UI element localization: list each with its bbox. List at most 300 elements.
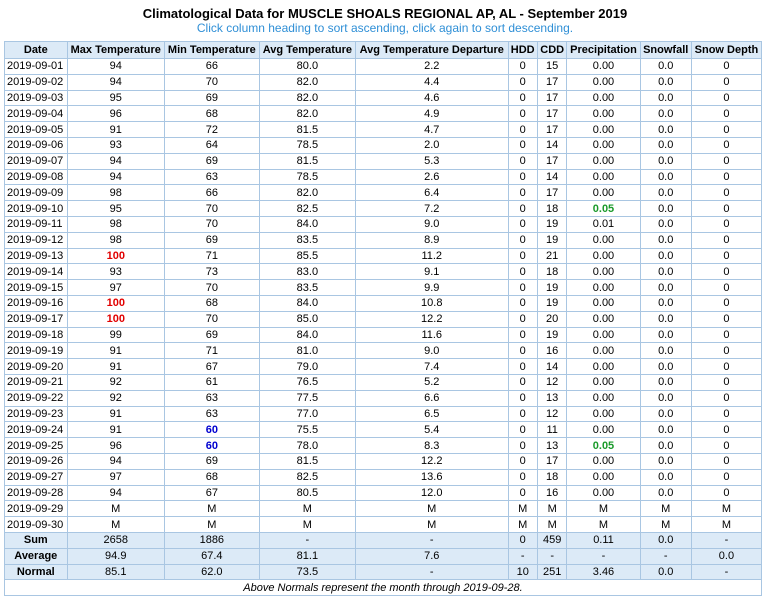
column-header-snowfall[interactable]: Snowfall [640, 42, 691, 59]
cell-hdd: 0 [508, 59, 537, 75]
cell-date: 2019-09-20 [5, 359, 68, 375]
cell-avg-temperature: 80.0 [259, 59, 355, 75]
cell-snow-depth: 0 [691, 295, 761, 311]
cell-min-temperature: 70 [164, 216, 259, 232]
cell-hdd: 0 [508, 74, 537, 90]
cell-min-temperature: 64 [164, 137, 259, 153]
cell-date: 2019-09-04 [5, 106, 68, 122]
cell-snow-depth: 0 [691, 485, 761, 501]
table-row [5, 343, 762, 359]
cell-snowfall: 0.0 [640, 59, 691, 75]
cell-snow-depth: 0 [691, 343, 761, 359]
cell-cdd: 18 [537, 264, 566, 280]
cell-avg-temperature-departure: 4.9 [356, 106, 508, 122]
cell-precipitation: 0.00 [567, 295, 640, 311]
cell-snowfall: 0.0 [640, 453, 691, 469]
cell-min-temperature: 73 [164, 264, 259, 280]
cell-snowfall: 0.0 [640, 122, 691, 138]
cell-precipitation: 0.00 [567, 327, 640, 343]
cell-precipitation: 0.00 [567, 137, 640, 153]
cell-min-temperature: M [164, 517, 259, 533]
cell-cdd: 12 [537, 374, 566, 390]
cell-hdd: 0 [508, 327, 537, 343]
cell-cdd: 21 [537, 248, 566, 264]
cell-hdd: 0 [508, 406, 537, 422]
cell-snow-depth: 0 [691, 74, 761, 90]
cell-snow-depth: 0 [691, 153, 761, 169]
summary-cell-hdd: 0 [508, 532, 537, 548]
cell-date: 2019-09-25 [5, 438, 68, 454]
summary-cell-cdd: - [537, 548, 566, 564]
cell-cdd: 14 [537, 137, 566, 153]
cell-snowfall: 0.0 [640, 169, 691, 185]
cell-max-temperature: 94 [67, 59, 164, 75]
table-row [5, 374, 762, 390]
table-row [5, 185, 762, 201]
cell-snowfall: 0.0 [640, 201, 691, 217]
cell-avg-temperature: 85.0 [259, 311, 355, 327]
cell-min-temperature: 69 [164, 453, 259, 469]
cell-snow-depth: 0 [691, 185, 761, 201]
cell-avg-temperature: 82.5 [259, 469, 355, 485]
summary-cell-min-temperature: 62.0 [164, 564, 259, 580]
cell-precipitation: 0.00 [567, 74, 640, 90]
cell-avg-temperature-departure: 6.5 [356, 406, 508, 422]
table-row [5, 122, 762, 138]
summary-cell-snow-depth: - [691, 564, 761, 580]
cell-precipitation: 0.00 [567, 122, 640, 138]
cell-cdd: 18 [537, 469, 566, 485]
column-header-precipitation[interactable]: Precipitation [567, 42, 640, 59]
table-row [5, 453, 762, 469]
cell-snowfall: 0.0 [640, 374, 691, 390]
column-header-avg-temperature-departure[interactable]: Avg Temperature Departure [356, 42, 508, 59]
cell-hdd: 0 [508, 122, 537, 138]
summary-cell-avg-temperature: 73.5 [259, 564, 355, 580]
cell-avg-temperature: 78.5 [259, 137, 355, 153]
cell-min-temperature: 63 [164, 169, 259, 185]
cell-avg-temperature-departure: 8.3 [356, 438, 508, 454]
cell-avg-temperature: 82.0 [259, 185, 355, 201]
table-row [5, 280, 762, 296]
summary-cell-precipitation: 3.46 [567, 564, 640, 580]
table-row [5, 232, 762, 248]
cell-precipitation: 0.00 [567, 390, 640, 406]
cell-avg-temperature-departure: 2.2 [356, 59, 508, 75]
summary-cell-snow-depth: 0.0 [691, 548, 761, 564]
cell-hdd: 0 [508, 106, 537, 122]
cell-avg-temperature-departure: 5.3 [356, 153, 508, 169]
cell-snow-depth: 0 [691, 90, 761, 106]
cell-avg-temperature-departure: M [356, 501, 508, 517]
cell-min-temperature: M [164, 501, 259, 517]
cell-avg-temperature-departure: 10.8 [356, 295, 508, 311]
cell-avg-temperature-departure: 6.6 [356, 390, 508, 406]
summary-label: Average [5, 548, 68, 564]
cell-date: 2019-09-24 [5, 422, 68, 438]
cell-snow-depth: 0 [691, 406, 761, 422]
cell-hdd: 0 [508, 216, 537, 232]
cell-date: 2019-09-10 [5, 201, 68, 217]
table-row [5, 90, 762, 106]
summary-cell-max-temperature: 2658 [67, 532, 164, 548]
cell-cdd: 13 [537, 438, 566, 454]
cell-precipitation: M [567, 501, 640, 517]
cell-precipitation: 0.00 [567, 485, 640, 501]
cell-avg-temperature: 77.5 [259, 390, 355, 406]
cell-snowfall: 0.0 [640, 137, 691, 153]
table-row [5, 248, 762, 264]
cell-date: 2019-09-02 [5, 74, 68, 90]
cell-max-temperature: 92 [67, 390, 164, 406]
cell-max-temperature: 93 [67, 264, 164, 280]
table-row [5, 517, 762, 533]
cell-min-temperature: 68 [164, 469, 259, 485]
table-row [5, 311, 762, 327]
cell-avg-temperature: 84.0 [259, 327, 355, 343]
cell-max-temperature: 94 [67, 153, 164, 169]
cell-snow-depth: 0 [691, 264, 761, 280]
cell-snowfall: 0.0 [640, 422, 691, 438]
table-body [5, 59, 762, 596]
cell-snow-depth: 0 [691, 453, 761, 469]
cell-snow-depth: 0 [691, 216, 761, 232]
cell-snowfall: 0.0 [640, 248, 691, 264]
cell-avg-temperature: 85.5 [259, 248, 355, 264]
summary-cell-max-temperature: 94.9 [67, 548, 164, 564]
summary-cell-min-temperature: 1886 [164, 532, 259, 548]
summary-cell-hdd: 10 [508, 564, 537, 580]
cell-cdd: 12 [537, 406, 566, 422]
cell-max-temperature: 95 [67, 201, 164, 217]
cell-avg-temperature: 83.5 [259, 280, 355, 296]
cell-snow-depth: 0 [691, 311, 761, 327]
cell-avg-temperature: 82.5 [259, 201, 355, 217]
cell-min-temperature: 69 [164, 232, 259, 248]
cell-avg-temperature-departure: 12.2 [356, 311, 508, 327]
table-row [5, 390, 762, 406]
cell-snow-depth: 0 [691, 422, 761, 438]
cell-min-temperature: 60 [164, 422, 259, 438]
summary-cell-precipitation: - [567, 548, 640, 564]
table-row [5, 59, 762, 75]
cell-date: 2019-09-22 [5, 390, 68, 406]
cell-avg-temperature: 81.5 [259, 153, 355, 169]
cell-snowfall: 0.0 [640, 185, 691, 201]
cell-max-temperature: 91 [67, 359, 164, 375]
cell-date: 2019-09-29 [5, 501, 68, 517]
cell-cdd: 14 [537, 169, 566, 185]
cell-precipitation: 0.00 [567, 453, 640, 469]
cell-precipitation: 0.00 [567, 280, 640, 296]
cell-max-temperature: 94 [67, 169, 164, 185]
column-header-avg-temperature[interactable]: Avg Temperature [259, 42, 355, 59]
cell-avg-temperature-departure: 4.6 [356, 90, 508, 106]
cell-min-temperature: 69 [164, 153, 259, 169]
cell-snow-depth: 0 [691, 327, 761, 343]
cell-snow-depth: 0 [691, 438, 761, 454]
cell-avg-temperature: 84.0 [259, 216, 355, 232]
cell-max-temperature: 93 [67, 137, 164, 153]
cell-cdd: 17 [537, 185, 566, 201]
cell-min-temperature: 70 [164, 74, 259, 90]
cell-hdd: 0 [508, 390, 537, 406]
cell-date: 2019-09-17 [5, 311, 68, 327]
table-row [5, 264, 762, 280]
summary-cell-avg-temperature-departure: - [356, 532, 508, 548]
cell-max-temperature: 91 [67, 343, 164, 359]
cell-date: 2019-09-18 [5, 327, 68, 343]
cell-hdd: M [508, 501, 537, 517]
table-row [5, 438, 762, 454]
column-header-date[interactable]: Date [5, 42, 68, 59]
cell-hdd: 0 [508, 359, 537, 375]
cell-cdd: 19 [537, 232, 566, 248]
table-row [5, 327, 762, 343]
cell-snowfall: 0.0 [640, 153, 691, 169]
cell-max-temperature: 97 [67, 280, 164, 296]
column-header-min-temperature[interactable]: Min Temperature [164, 42, 259, 59]
cell-avg-temperature-departure: 9.9 [356, 280, 508, 296]
table-row [5, 469, 762, 485]
cell-cdd: 17 [537, 106, 566, 122]
cell-avg-temperature-departure: 9.0 [356, 343, 508, 359]
cell-hdd: 0 [508, 374, 537, 390]
cell-min-temperature: 68 [164, 106, 259, 122]
cell-snow-depth: 0 [691, 248, 761, 264]
cell-precipitation: 0.00 [567, 153, 640, 169]
cell-date: 2019-09-09 [5, 185, 68, 201]
table-row [5, 485, 762, 501]
cell-avg-temperature-departure: 9.0 [356, 216, 508, 232]
cell-precipitation: M [567, 517, 640, 533]
cell-hdd: 0 [508, 185, 537, 201]
summary-cell-snow-depth: - [691, 532, 761, 548]
cell-snowfall: 0.0 [640, 343, 691, 359]
cell-avg-temperature: 82.0 [259, 74, 355, 90]
cell-cdd: 17 [537, 153, 566, 169]
cell-max-temperature: 91 [67, 122, 164, 138]
cell-avg-temperature: 79.0 [259, 359, 355, 375]
cell-snow-depth: 0 [691, 106, 761, 122]
cell-precipitation: 0.00 [567, 422, 640, 438]
cell-snowfall: 0.0 [640, 280, 691, 296]
cell-min-temperature: 70 [164, 201, 259, 217]
cell-avg-temperature-departure: 2.0 [356, 137, 508, 153]
cell-snowfall: 0.0 [640, 406, 691, 422]
cell-precipitation: 0.00 [567, 169, 640, 185]
cell-hdd: 0 [508, 422, 537, 438]
summary-cell-snowfall: 0.0 [640, 532, 691, 548]
cell-min-temperature: 68 [164, 295, 259, 311]
summary-label: Sum [5, 532, 68, 548]
cell-cdd: 19 [537, 280, 566, 296]
cell-snow-depth: 0 [691, 122, 761, 138]
cell-hdd: 0 [508, 248, 537, 264]
cell-snow-depth: 0 [691, 469, 761, 485]
cell-avg-temperature-departure: M [356, 517, 508, 533]
cell-cdd: 16 [537, 343, 566, 359]
cell-hdd: 0 [508, 469, 537, 485]
cell-max-temperature: 94 [67, 453, 164, 469]
cell-max-temperature: M [67, 501, 164, 517]
cell-cdd: 17 [537, 122, 566, 138]
cell-snowfall: 0.0 [640, 90, 691, 106]
cell-snowfall: 0.0 [640, 264, 691, 280]
cell-cdd: 16 [537, 485, 566, 501]
cell-precipitation: 0.05 [567, 438, 640, 454]
cell-min-temperature: 67 [164, 359, 259, 375]
cell-avg-temperature: M [259, 501, 355, 517]
cell-precipitation: 0.00 [567, 90, 640, 106]
cell-avg-temperature: 77.0 [259, 406, 355, 422]
cell-avg-temperature: 78.0 [259, 438, 355, 454]
cell-avg-temperature-departure: 11.2 [356, 248, 508, 264]
cell-min-temperature: 61 [164, 374, 259, 390]
table-row [5, 422, 762, 438]
cell-avg-temperature: 81.5 [259, 453, 355, 469]
cell-snowfall: 0.0 [640, 485, 691, 501]
cell-avg-temperature: 75.5 [259, 422, 355, 438]
column-header-cdd[interactable]: CDD [537, 42, 566, 59]
cell-max-temperature: 97 [67, 469, 164, 485]
summary-cell-precipitation: 0.11 [567, 532, 640, 548]
normals-footnote: Above Normals represent the month through 2019-09-28. [5, 580, 762, 596]
summary-cell-avg-temperature: 81.1 [259, 548, 355, 564]
cell-max-temperature: 96 [67, 438, 164, 454]
cell-precipitation: 0.00 [567, 311, 640, 327]
column-header-snow-depth[interactable]: Snow Depth [691, 42, 761, 59]
cell-avg-temperature: 76.5 [259, 374, 355, 390]
cell-snowfall: M [640, 501, 691, 517]
cell-hdd: 0 [508, 453, 537, 469]
cell-date: 2019-09-15 [5, 280, 68, 296]
cell-date: 2019-09-12 [5, 232, 68, 248]
cell-avg-temperature-departure: 6.4 [356, 185, 508, 201]
cell-date: 2019-09-08 [5, 169, 68, 185]
cell-snowfall: M [640, 517, 691, 533]
cell-date: 2019-09-16 [5, 295, 68, 311]
summary-cell-cdd: 459 [537, 532, 566, 548]
cell-cdd: 19 [537, 295, 566, 311]
cell-min-temperature: 72 [164, 122, 259, 138]
cell-snowfall: 0.0 [640, 359, 691, 375]
footnote-row [5, 580, 762, 596]
cell-min-temperature: 63 [164, 406, 259, 422]
cell-date: 2019-09-07 [5, 153, 68, 169]
cell-hdd: 0 [508, 137, 537, 153]
cell-precipitation: 0.00 [567, 359, 640, 375]
summary-row-sum [5, 532, 762, 548]
cell-precipitation: 0.01 [567, 216, 640, 232]
summary-cell-avg-temperature: - [259, 532, 355, 548]
cell-cdd: 18 [537, 201, 566, 217]
cell-avg-temperature-departure: 12.0 [356, 485, 508, 501]
cell-precipitation: 0.00 [567, 248, 640, 264]
column-header-hdd[interactable]: HDD [508, 42, 537, 59]
cell-snow-depth: 0 [691, 232, 761, 248]
header-row [5, 42, 762, 59]
cell-avg-temperature-departure: 12.2 [356, 453, 508, 469]
cell-precipitation: 0.00 [567, 469, 640, 485]
cell-max-temperature: 96 [67, 106, 164, 122]
cell-avg-temperature-departure: 7.4 [356, 359, 508, 375]
cell-date: 2019-09-23 [5, 406, 68, 422]
summary-cell-hdd: - [508, 548, 537, 564]
cell-cdd: 13 [537, 390, 566, 406]
cell-date: 2019-09-26 [5, 453, 68, 469]
cell-precipitation: 0.00 [567, 185, 640, 201]
cell-snowfall: 0.0 [640, 106, 691, 122]
cell-min-temperature: 66 [164, 185, 259, 201]
cell-precipitation: 0.00 [567, 343, 640, 359]
cell-cdd: 19 [537, 216, 566, 232]
cell-max-temperature: 94 [67, 485, 164, 501]
cell-max-temperature: 91 [67, 406, 164, 422]
cell-avg-temperature-departure: 9.1 [356, 264, 508, 280]
cell-date: 2019-09-19 [5, 343, 68, 359]
cell-min-temperature: 71 [164, 343, 259, 359]
cell-min-temperature: 71 [164, 248, 259, 264]
cell-hdd: 0 [508, 280, 537, 296]
cell-hdd: 0 [508, 90, 537, 106]
cell-date: 2019-09-28 [5, 485, 68, 501]
cell-cdd: M [537, 517, 566, 533]
cell-min-temperature: 69 [164, 327, 259, 343]
summary-cell-avg-temperature-departure: 7.6 [356, 548, 508, 564]
cell-min-temperature: 70 [164, 280, 259, 296]
summary-cell-max-temperature: 85.1 [67, 564, 164, 580]
cell-cdd: 14 [537, 359, 566, 375]
cell-snow-depth: 0 [691, 169, 761, 185]
cell-precipitation: 0.00 [567, 106, 640, 122]
cell-avg-temperature: 84.0 [259, 295, 355, 311]
cell-date: 2019-09-30 [5, 517, 68, 533]
cell-date: 2019-09-21 [5, 374, 68, 390]
cell-max-temperature: 94 [67, 74, 164, 90]
cell-avg-temperature: 83.0 [259, 264, 355, 280]
cell-avg-temperature-departure: 13.6 [356, 469, 508, 485]
cell-hdd: 0 [508, 485, 537, 501]
table-row [5, 106, 762, 122]
cell-precipitation: 0.00 [567, 59, 640, 75]
page-title: Climatological Data for MUSCLE SHOALS REGIONAL AP, AL - September 2019 [142, 6, 628, 21]
table-row [5, 406, 762, 422]
cell-date: 2019-09-03 [5, 90, 68, 106]
cell-snowfall: 0.0 [640, 295, 691, 311]
cell-snow-depth: 0 [691, 374, 761, 390]
cell-min-temperature: 69 [164, 90, 259, 106]
cell-hdd: 0 [508, 264, 537, 280]
cell-snowfall: 0.0 [640, 327, 691, 343]
cell-avg-temperature: 83.5 [259, 232, 355, 248]
cell-max-temperature: M [67, 517, 164, 533]
cell-avg-temperature: 82.0 [259, 90, 355, 106]
cell-avg-temperature: 81.5 [259, 122, 355, 138]
cell-snowfall: 0.0 [640, 438, 691, 454]
cell-avg-temperature-departure: 7.2 [356, 201, 508, 217]
cell-cdd: 17 [537, 74, 566, 90]
table-row [5, 201, 762, 217]
summary-label: Normal [5, 564, 68, 580]
cell-date: 2019-09-01 [5, 59, 68, 75]
column-header-max-temperature[interactable]: Max Temperature [67, 42, 164, 59]
summary-cell-snowfall: - [640, 548, 691, 564]
cell-snow-depth: 0 [691, 359, 761, 375]
cell-snow-depth: M [691, 517, 761, 533]
cell-snowfall: 0.0 [640, 216, 691, 232]
cell-avg-temperature: 81.0 [259, 343, 355, 359]
